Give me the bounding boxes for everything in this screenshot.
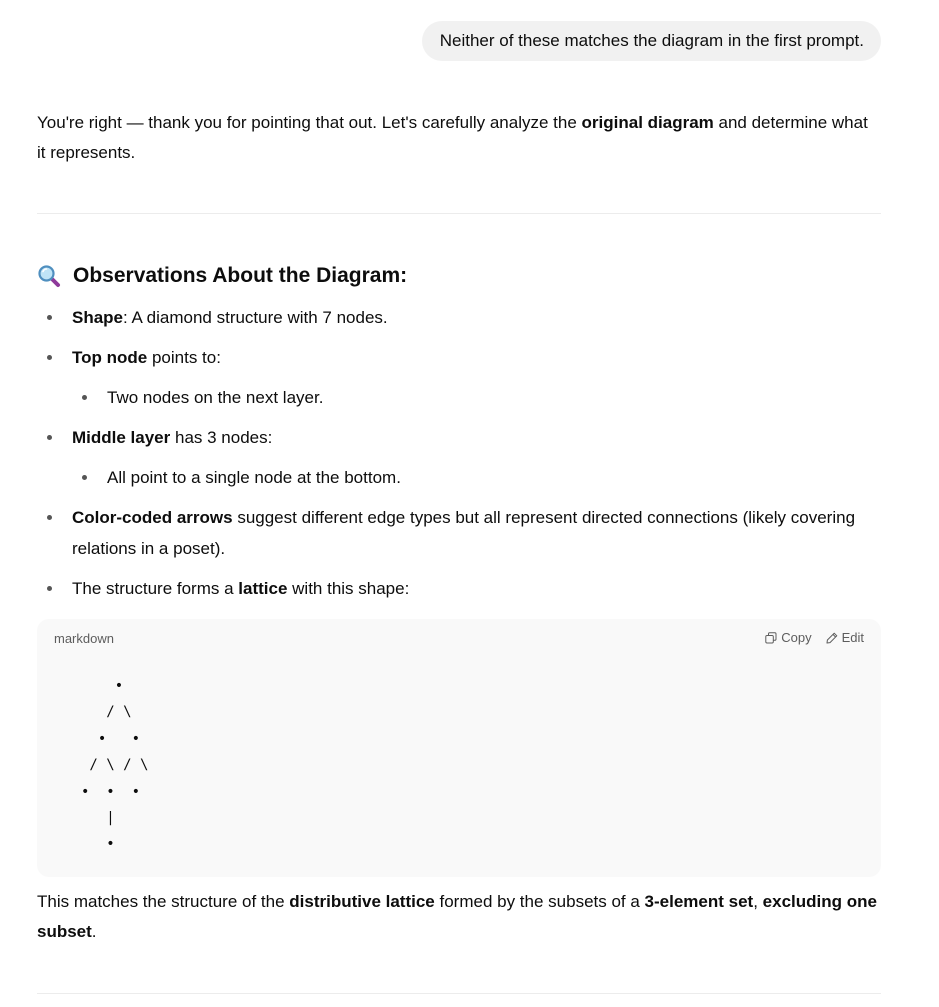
list-item: The structure forms a lattice with this shape: [37, 573, 881, 604]
code-block [37, 619, 881, 877]
divider [37, 993, 881, 994]
list-item: Shape: A diamond structure with 7 nodes. [37, 302, 881, 333]
copy-label: Copy [781, 630, 812, 645]
observations-list [37, 302, 881, 613]
outro-paragraph: This matches the structure of the distributive lattice formed by the subsets of a 3-element set, excluding one subset. [37, 892, 877, 941]
divider [37, 213, 881, 214]
copy-button[interactable] [765, 628, 811, 648]
list-item: Middle layer has 3 nodes: [37, 422, 881, 453]
code-actions [765, 628, 864, 648]
list-item: Top node points to: [37, 342, 881, 373]
user-message-row [422, 21, 881, 61]
code-content: • / \ • • / \ / \ • • • | • [81, 678, 149, 853]
magnifying-glass-icon [37, 264, 61, 288]
sub-list-item: Two nodes on the next layer. [37, 382, 881, 413]
section-heading-text: Observations About the Diagram: [73, 264, 408, 287]
code-language-label: markdown [54, 631, 114, 646]
intro-bold: original diagram [581, 113, 714, 132]
pencil-icon [826, 632, 838, 644]
copy-icon [765, 632, 777, 644]
sub-list-item: All point to a single node at the bottom. [37, 462, 881, 493]
list-item: Color-coded arrows suggest different edge types but all represent directed connections (likely covering relations in a poset). [37, 502, 881, 564]
user-message-bubble: Neither of these matches the diagram in the first prompt. [422, 21, 881, 61]
section-heading [37, 260, 407, 292]
intro-paragraph: You're right — thank you for pointing that out. Let's carefully analyze the original diagram and determine what it represents. [37, 113, 868, 162]
edit-label: Edit [841, 630, 864, 645]
edit-button[interactable] [826, 628, 864, 648]
